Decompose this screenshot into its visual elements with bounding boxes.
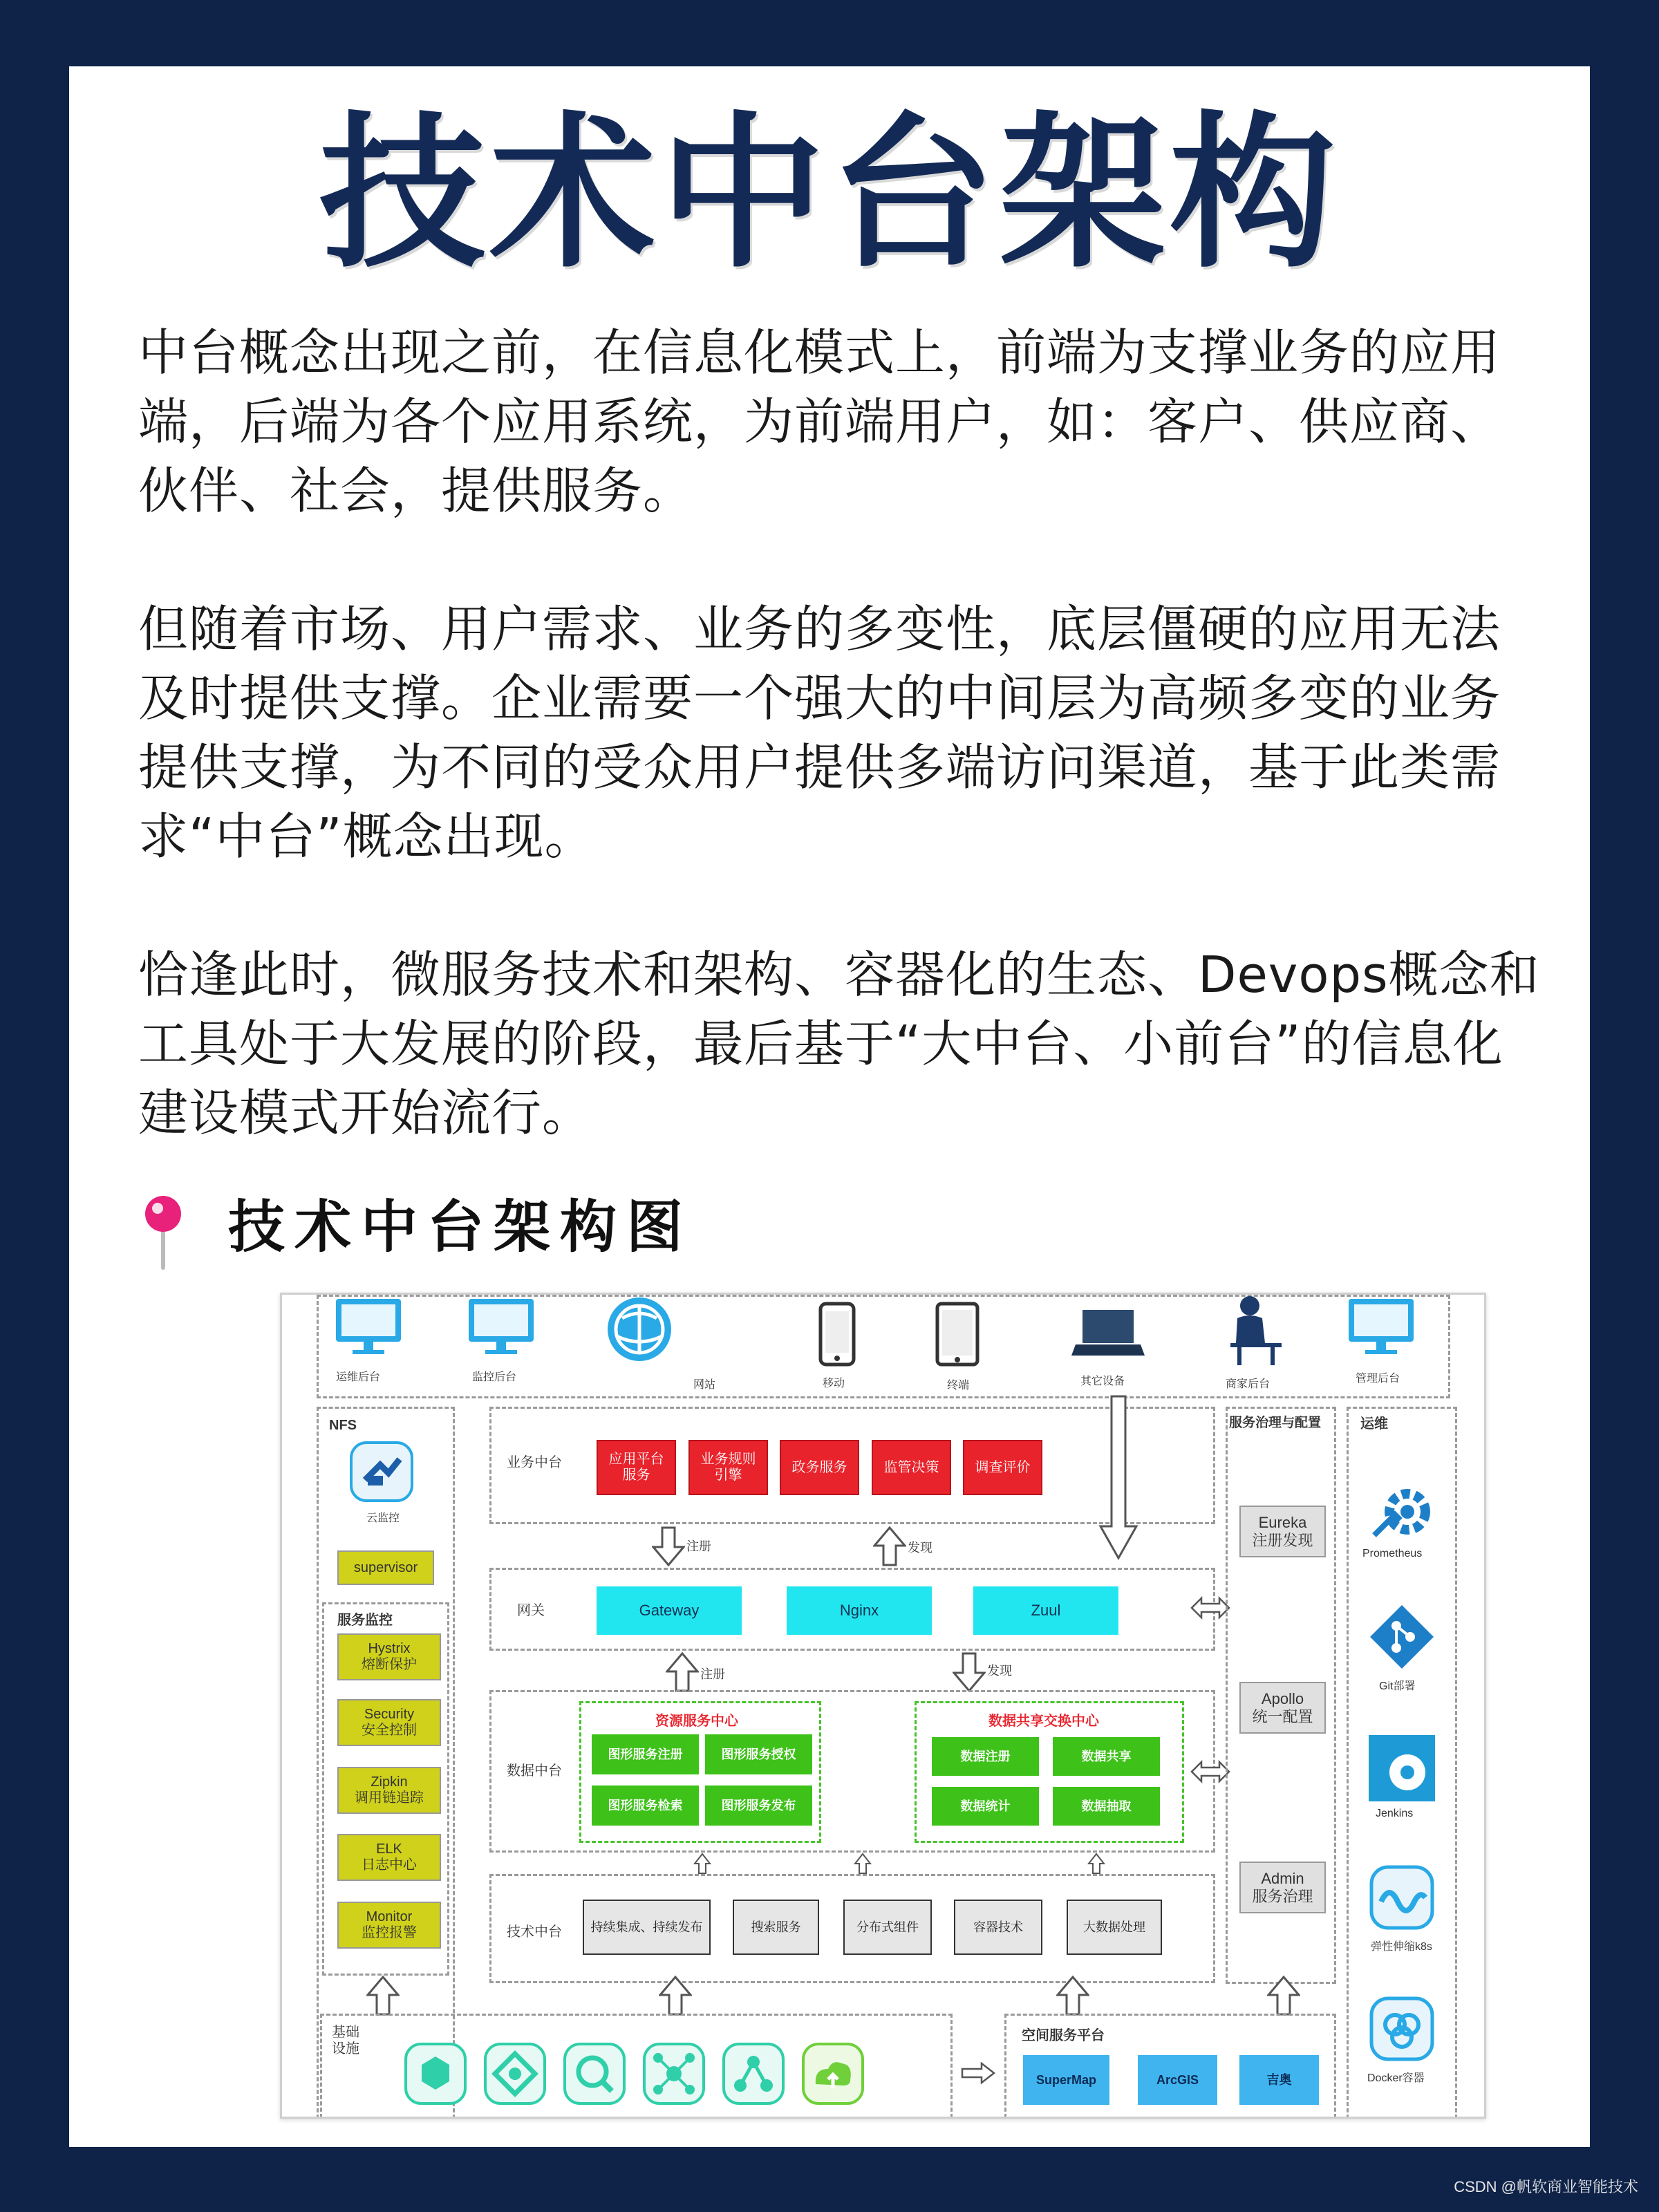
elk-box: ELK 日志中心 [337,1834,441,1881]
bidirectional-arrow-icon [1190,1759,1230,1784]
share-item: 数据注册 [932,1737,1039,1776]
page-title: 技术中台架构 [319,97,1340,290]
gateway-item: Nginx [787,1586,932,1635]
client-label: 运维后台 [336,1371,381,1383]
up-arrow-icon [693,1853,711,1875]
client-label: 监控后台 [472,1371,517,1383]
up-arrow-icon [1267,1976,1300,2016]
globe-icon [601,1295,677,1364]
tech-label: 技术中台 [507,1924,562,1940]
laptop-icon [1070,1306,1146,1361]
share-icon [721,2041,786,2106]
tech-item: 搜索服务 [733,1900,819,1955]
gateway-item: Zuul [973,1586,1118,1635]
resource-item: 图形服务检索 [592,1785,699,1826]
tech-item: 分布式组件 [843,1900,932,1955]
business-item: 业务规则 引擎 [688,1440,768,1495]
nodes-icon [641,2041,706,2106]
up-arrow-icon [854,1853,872,1875]
paragraph-2: 但随着市场、用户需求、业务的多变性，底层僵硬的应用无法及时提供支撑。企业需要一个强大的中间层为高频多变的业务提供支撑，为不同的受众用户提供多端访问渠道，基于此类需求“中台”概念出现。 [138,600,1501,865]
search-icon [562,2041,627,2106]
gear-icon [1367,1481,1436,1544]
ops-title: 运维 [1360,1416,1388,1432]
discover-label: 发现 [908,1541,932,1555]
data-share-title: 数据共享交换中心 [988,1714,1099,1729]
paragraph-1: 中台概念出现之前，在信息化模式上，前端为支撑业务的应用端，后端为各个应用系统，为前端用户，如：客户、供应商、伙伴、社会，提供服务。 [138,324,1501,520]
up-arrow-icon [366,1976,400,2016]
discover-label: 发现 [987,1664,1012,1678]
network-icon [482,2041,547,2106]
down-arrow-icon [1098,1395,1139,1561]
map-pin-icon [144,1190,192,1273]
person-at-desk-icon [1225,1295,1287,1367]
business-item: 调查评价 [963,1440,1042,1495]
cloud-monitor-icon [348,1440,415,1503]
spatial-item: 吉奥 [1239,2055,1319,2105]
client-label: 网站 [693,1379,716,1391]
business-item: 监管决策 [872,1440,951,1495]
monitor-icon [463,1297,539,1356]
share-item: 数据共享 [1053,1737,1160,1776]
bidirectional-arrow-icon [1190,1595,1230,1620]
business-item: 政务服务 [780,1440,859,1495]
admin-box: Admin 服务治理 [1239,1862,1326,1913]
share-item: 数据统计 [932,1787,1039,1826]
governance-title: 服务治理与配置 [1229,1416,1322,1430]
client-label: 移动 [823,1378,845,1389]
paragraph-3: 恰逢此时，微服务技术和架构、容器化的生态、Devops概念和工具处于大发展的阶段，最后基于“大中台、小前台”的信息化建设模式开始流行。 [138,946,1540,1142]
gateway-item: Gateway [597,1586,742,1635]
business-label: 业务中台 [507,1455,562,1470]
k8s-scaling-icon [1367,1863,1436,1932]
resource-item: 图形服务注册 [592,1734,699,1774]
monitor-box: Monitor 监控报警 [337,1902,441,1949]
up-arrow-icon [666,1652,699,1692]
up-arrow-icon [659,1976,692,2016]
resource-center-title: 资源服务中心 [655,1714,738,1729]
cloud-upload-icon [800,2041,865,2106]
client-label: 终端 [947,1380,970,1391]
ops-label: 弹性伸缩k8s [1371,1941,1432,1953]
zipkin-box: Zipkin 调用链追踪 [337,1767,441,1814]
monitor-icon [330,1297,406,1356]
client-label: 管理后台 [1356,1373,1400,1385]
resource-item: 图形服务发布 [705,1785,812,1826]
security-box: Security 安全控制 [337,1699,441,1746]
up-arrow-icon [1087,1853,1105,1875]
eureka-box: Eureka 注册发现 [1239,1506,1326,1557]
infrastructure-label: 基础 设施 [332,2025,359,2056]
resource-item: 图形服务授权 [705,1734,812,1774]
architecture-diagram [280,1293,1486,2119]
spatial-item: SuperMap [1023,2055,1109,2105]
spatial-item: ArcGIS [1138,2055,1217,2105]
client-label: 商家后台 [1226,1378,1271,1390]
right-arrow-icon [961,2062,995,2084]
tech-item: 大数据处理 [1067,1900,1162,1955]
tablet-icon [935,1302,980,1367]
spatial-title: 空间服务平台 [1022,2028,1105,2043]
register-label: 注册 [686,1539,711,1553]
ops-label: Jenkins [1376,1808,1414,1819]
share-item: 数据抽取 [1053,1787,1160,1826]
section-title: 技术中台架构图 [228,1194,693,1260]
ops-label: Docker容器 [1367,2072,1425,2084]
down-arrow-icon [953,1652,986,1692]
tech-item: 持续集成、持续发布 [583,1900,711,1955]
tech-item: 容器技术 [954,1900,1042,1955]
watermark: CSDN @帆软商业智能技术 [1454,2178,1638,2195]
git-icon [1367,1602,1436,1671]
data-label: 数据中台 [507,1763,562,1779]
service-monitor-title: 服务监控 [337,1613,393,1628]
jenkins-icon [1367,1734,1436,1803]
cluster-icon [403,2041,468,2106]
cloud-monitor-label: 云监控 [366,1512,400,1524]
phone-icon [818,1302,856,1367]
up-arrow-icon [1056,1976,1089,2016]
business-item: 应用平台 服务 [597,1440,676,1495]
nfs-label: NFS [329,1418,357,1433]
docker-icon [1367,1994,1436,2063]
supervisor-box: supervisor [337,1550,434,1585]
up-arrow-icon [873,1526,906,1566]
monitor-icon [1343,1297,1419,1356]
apollo-box: Apollo 统一配置 [1239,1682,1326,1734]
ops-label: Prometheus [1362,1548,1423,1559]
down-arrow-icon [652,1526,685,1566]
client-label: 其它设备 [1080,1376,1125,1387]
register-label: 注册 [700,1667,725,1681]
ops-label: Git部署 [1379,1680,1416,1692]
gateway-label: 网关 [517,1603,545,1618]
hystrix-box: Hystrix 熔断保护 [337,1633,441,1680]
